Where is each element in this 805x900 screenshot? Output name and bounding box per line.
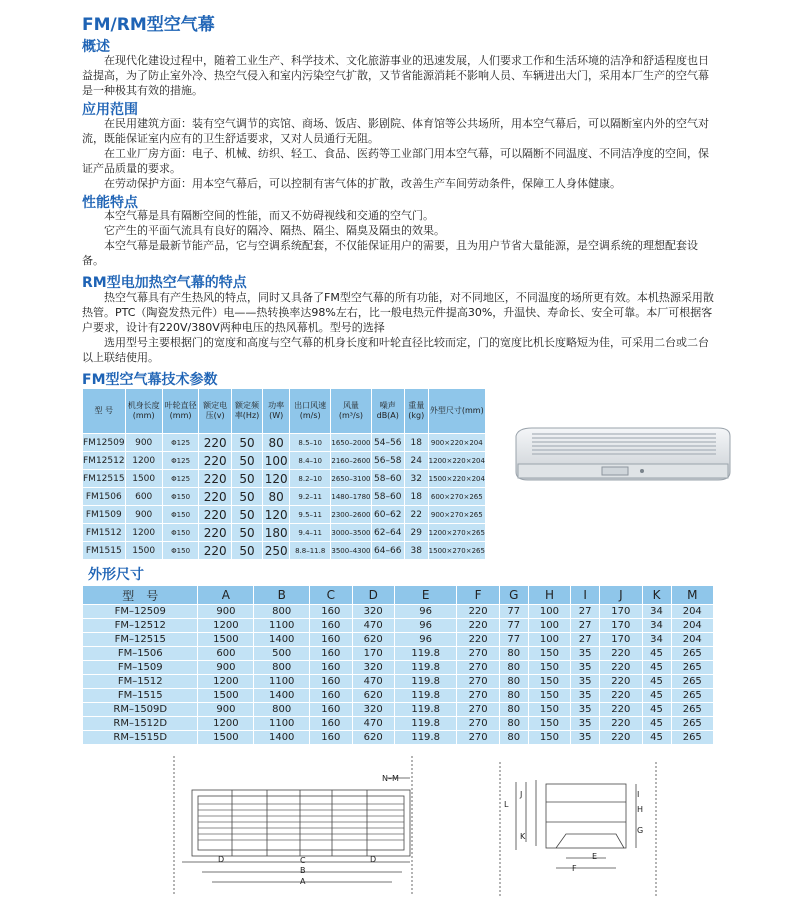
application-heading: 应用范围 [82, 102, 138, 118]
spec-table-cell: 250 [263, 542, 290, 560]
dims-table-cell: 96 [394, 633, 457, 647]
features-paragraph: 本空气幕是最新节能产品，它与空调系统配套，不仅能保证用户的需要，且为用户节省大量能源，是空调系统的理想配套设备。 [82, 239, 698, 267]
spec-table-cell: 50 [231, 452, 262, 470]
dims-table-cell: 220 [600, 703, 642, 717]
dims-table-cell: RM–1512D [83, 717, 198, 731]
dims-table-cell: 220 [600, 647, 642, 661]
dims-table-cell: 119.8 [394, 661, 457, 675]
dims-table-cell: 265 [671, 661, 714, 675]
spec-table-cell: Φ150 [162, 524, 199, 542]
spec-table-cell: 9.5–11 [290, 506, 331, 524]
dims-table-cell: 160 [310, 703, 352, 717]
table-row [83, 524, 486, 542]
table-row [83, 619, 714, 633]
dims-table-cell: 900 [198, 661, 254, 675]
dims-table-cell: 1100 [254, 717, 310, 731]
dims-table-cell: 160 [310, 731, 352, 745]
spec-table-cell: 8.4–10 [290, 452, 331, 470]
dims-table-header-cell: F [457, 586, 499, 605]
dims-table-cell: 270 [457, 689, 499, 703]
dims-table-cell: 620 [352, 731, 394, 745]
dims-table-cell: 119.8 [394, 703, 457, 717]
spec-table-header-cell: 型 号 [83, 389, 126, 434]
dims-table-header-cell: M [671, 586, 714, 605]
spec-table-cell: 2300–2600 [331, 506, 372, 524]
dims-table-header-cell: H [528, 586, 570, 605]
dims-table-cell: 600 [198, 647, 254, 661]
spec-table-cell: FM12515 [83, 470, 126, 488]
spec-table-cell: 80 [263, 488, 290, 506]
overview-heading: 概述 [82, 39, 110, 55]
spec-table-cell: 900×220×204 [428, 434, 485, 452]
dims-table-cell: 119.8 [394, 717, 457, 731]
dims-table-cell: 1200 [198, 717, 254, 731]
application-text [82, 116, 718, 191]
rm-text [82, 290, 718, 365]
dims-table-cell: 80 [499, 661, 528, 675]
air-curtain-product-image [512, 424, 734, 488]
label-d: D [218, 855, 225, 864]
dims-table-cell: 265 [671, 689, 714, 703]
dims-table-cell: 1400 [254, 633, 310, 647]
spec-table-cell: 600 [125, 488, 162, 506]
dims-table-cell: 170 [600, 619, 642, 633]
dims-table-cell: 1400 [254, 731, 310, 745]
spec-table-cell: 38 [404, 542, 428, 560]
spec-table-cell: 220 [199, 542, 232, 560]
spec-table-cell: Φ150 [162, 542, 199, 560]
label-c: C [300, 856, 306, 865]
dims-table-cell: 1200 [198, 675, 254, 689]
spec-table-header-cell: 额定频率(Hz) [231, 389, 262, 434]
dims-heading: 外形尺寸 [88, 567, 144, 583]
dims-table-cell: 77 [499, 633, 528, 647]
dims-table-cell: 160 [310, 661, 352, 675]
application-paragraph: 在劳动保护方面：用本空气幕后，可以控制有害气体的扩散，改善生产车间劳动条件，保障工人身体健康。 [104, 177, 621, 190]
dims-table-cell: 27 [571, 633, 600, 647]
label-d2: D [370, 855, 377, 864]
table-row [83, 703, 714, 717]
spec-table-cell: 32 [404, 470, 428, 488]
dims-table-cell: 35 [571, 661, 600, 675]
dims-table-cell: 35 [571, 717, 600, 731]
dims-table-cell: 320 [352, 605, 394, 619]
spec-table-cell: FM1506 [83, 488, 126, 506]
dims-table-cell: 119.8 [394, 675, 457, 689]
dims-table-cell: 80 [499, 717, 528, 731]
spec-table-cell: 1500×270×265 [428, 542, 485, 560]
table-row [83, 633, 714, 647]
rm-paragraph: 选用型号主要根据门的宽度和高度与空气幕的机身长度和叶轮直径比较而定，门的宽度比机长度略短为佳，可采用二台或二台以上联结使用。 [82, 336, 709, 364]
overview-text [82, 53, 718, 98]
spec-table-cell: 100 [263, 452, 290, 470]
dims-table-cell: 900 [198, 703, 254, 717]
label-e: E [592, 852, 598, 861]
dims-table-header-cell: D [352, 586, 394, 605]
spec-table-cell: 29 [404, 524, 428, 542]
spec-table-cell: 22 [404, 506, 428, 524]
features-heading: 性能特点 [82, 195, 138, 211]
dims-table-cell: 96 [394, 605, 457, 619]
spec-table-cell: 9.2–11 [290, 488, 331, 506]
dims-table-header-cell: E [394, 586, 457, 605]
dims-table-cell: 45 [642, 703, 671, 717]
dims-table-cell: 320 [352, 703, 394, 717]
spec-table-cell: 1650–2000 [331, 434, 372, 452]
spec-table-cell: 220 [199, 470, 232, 488]
label-l: L [504, 800, 509, 809]
dims-table-cell: 27 [571, 619, 600, 633]
dims-table-cell: 96 [394, 619, 457, 633]
dims-table-cell: 470 [352, 675, 394, 689]
label-j: J [520, 790, 523, 799]
dims-table-cell: 270 [457, 675, 499, 689]
dims-table-cell: 119.8 [394, 689, 457, 703]
spec-table-cell: 2160–2600 [331, 452, 372, 470]
spec-table-cell: 220 [199, 488, 232, 506]
spec-table-header-cell: 功率(W) [263, 389, 290, 434]
spec-table-cell: FM12509 [83, 434, 126, 452]
dims-table-cell: 45 [642, 717, 671, 731]
spec-table-cell: FM1509 [83, 506, 126, 524]
dims-table-cell: 204 [671, 633, 714, 647]
dims-table-cell: 119.8 [394, 647, 457, 661]
dims-table-cell: 160 [310, 689, 352, 703]
dims-table-cell: 270 [457, 703, 499, 717]
dims-table-cell: 170 [600, 605, 642, 619]
page-title: FM/RM型空气幕 [82, 15, 215, 35]
spec-table-cell: 50 [231, 488, 262, 506]
spec-table-cell: 1200×270×265 [428, 524, 485, 542]
dims-table-cell: 270 [457, 661, 499, 675]
spec-table-cell: Φ125 [162, 434, 199, 452]
dims-table-cell: FM–1512 [83, 675, 198, 689]
dims-table-cell: 265 [671, 731, 714, 745]
table-row [83, 647, 714, 661]
dims-table-cell: 45 [642, 661, 671, 675]
spec-table-cell: Φ150 [162, 506, 199, 524]
dims-table-cell: 160 [310, 605, 352, 619]
spec-table-cell: 50 [231, 506, 262, 524]
dims-table-cell: 45 [642, 689, 671, 703]
dims-table-cell: 77 [499, 619, 528, 633]
dims-table-header-cell: B [254, 586, 310, 605]
dims-table-cell: FM–12509 [83, 605, 198, 619]
dims-table-header-cell: A [198, 586, 254, 605]
spec-table-header-cell: 额定电压(v) [199, 389, 232, 434]
label-nm: N–M [382, 774, 399, 783]
label-h: H [637, 805, 644, 814]
dims-table-cell: 265 [671, 675, 714, 689]
dims-table-cell: 220 [457, 605, 499, 619]
dims-table-cell: 900 [198, 605, 254, 619]
spec-table-cell: 900×270×265 [428, 506, 485, 524]
table-row [83, 731, 714, 745]
dims-table-cell: 150 [528, 689, 570, 703]
spec-table-cell: 120 [263, 506, 290, 524]
dims-table-cell: RM–1509D [83, 703, 198, 717]
dims-table-cell: 1500 [198, 731, 254, 745]
spec-table-cell: 1200 [125, 452, 162, 470]
spec-table-cell: 600×270×265 [428, 488, 485, 506]
dims-table-cell: 170 [352, 647, 394, 661]
table-row [83, 717, 714, 731]
spec-table-cell: 220 [199, 434, 232, 452]
dims-table-cell: 35 [571, 703, 600, 717]
dims-table-cell: 220 [457, 633, 499, 647]
table-row [83, 542, 486, 560]
spec-table-cell: 1200 [125, 524, 162, 542]
dims-table-cell: 45 [642, 647, 671, 661]
spec-table-cell: 50 [231, 470, 262, 488]
dims-table-cell: 100 [528, 633, 570, 647]
dims-table-cell: 150 [528, 731, 570, 745]
spec-table-cell: 18 [404, 488, 428, 506]
dims-table-cell: 620 [352, 633, 394, 647]
dims-table-cell: 800 [254, 661, 310, 675]
dims-table-cell: 1100 [254, 675, 310, 689]
dims-table-cell: 204 [671, 619, 714, 633]
dims-table-cell: 80 [499, 689, 528, 703]
spec-table-cell: 1500 [125, 542, 162, 560]
dims-table-cell: 80 [499, 731, 528, 745]
dims-table-cell: 160 [310, 675, 352, 689]
spec-table-cell: Φ125 [162, 470, 199, 488]
spec-table-cell: FM1512 [83, 524, 126, 542]
dims-table-cell: 220 [600, 731, 642, 745]
spec-table-cell: 900 [125, 506, 162, 524]
spec-table-cell: 220 [199, 524, 232, 542]
dims-table-cell: 220 [600, 689, 642, 703]
dims-table-cell: 220 [457, 619, 499, 633]
dims-table-cell: 77 [499, 605, 528, 619]
table-row [83, 470, 486, 488]
dims-table-cell: 1500 [198, 689, 254, 703]
dims-table-cell: FM–1509 [83, 661, 198, 675]
dims-table-cell: 150 [528, 647, 570, 661]
spec-table-header-cell: 机身长度(mm) [125, 389, 162, 434]
dims-table-cell: 34 [642, 605, 671, 619]
spec-table-cell: 1480–1780 [331, 488, 372, 506]
spec-table-cell: 8.2–10 [290, 470, 331, 488]
table-row [83, 689, 714, 703]
spec-table-cell: 50 [231, 524, 262, 542]
spec-table-cell: 60–62 [371, 506, 404, 524]
dims-table-cell: 34 [642, 633, 671, 647]
dims-table-cell: 270 [457, 731, 499, 745]
dims-table-cell: 80 [499, 675, 528, 689]
spec-table-cell: 50 [231, 542, 262, 560]
dims-table-cell: 800 [254, 605, 310, 619]
table-row [83, 675, 714, 689]
dims-table-cell: FM–12512 [83, 619, 198, 633]
spec-table-cell: 900 [125, 434, 162, 452]
dims-table-cell: 220 [600, 661, 642, 675]
spec-table-cell: 24 [404, 452, 428, 470]
table-row [83, 506, 486, 524]
spec-table-header-cell: 叶轮直径(mm) [162, 389, 199, 434]
dims-table-cell: 35 [571, 689, 600, 703]
dims-table-cell: 45 [642, 675, 671, 689]
label-g: G [637, 826, 644, 835]
dims-table-cell: 160 [310, 717, 352, 731]
dims-table-cell: 80 [499, 703, 528, 717]
dims-table-cell: 160 [310, 619, 352, 633]
dims-table-cell: FM–12515 [83, 633, 198, 647]
dims-table-cell: 1500 [198, 633, 254, 647]
dims-table-cell: 150 [528, 703, 570, 717]
dims-table-cell: 34 [642, 619, 671, 633]
dims-table-cell: 150 [528, 661, 570, 675]
dims-table-header-cell: K [642, 586, 671, 605]
spec-table-cell: 180 [263, 524, 290, 542]
spec-table-cell: 64–66 [371, 542, 404, 560]
label-f: F [572, 864, 577, 873]
spec-table-cell: 62–64 [371, 524, 404, 542]
spec-table-cell: FM12512 [83, 452, 126, 470]
table-row [83, 661, 714, 675]
dims-table-cell: 470 [352, 619, 394, 633]
dims-table-cell: 1200 [198, 619, 254, 633]
spec-table-cell: 2650–3100 [331, 470, 372, 488]
spec-table-cell: 220 [199, 506, 232, 524]
spec-table-cell: 50 [231, 434, 262, 452]
spec-table-header-cell: 出口风速(m/s) [290, 389, 331, 434]
rm-paragraph: 热空气幕具有产生热风的特点，同时又具备了FM型空气幕的所有功能，对不同地区，不同温度的场所更有效。本机热源采用散热管。PTC（陶瓷发热元件）电——热转换率达98%左右，比一般电热元件提高30%，升温快、寿命长、安全可靠。本厂可根据客户要求，设计有220V/380V两种电压的热风幕机。型号的选择 [82, 291, 714, 334]
dims-table-cell: 170 [600, 633, 642, 647]
features-paragraph: 本空气幕是具有隔断空间的性能，而又不妨碍视线和交通的空气门。 [104, 209, 434, 222]
spec-table-cell: 1500×220×204 [428, 470, 485, 488]
dims-header-row [83, 586, 714, 605]
label-b: B [300, 866, 306, 875]
application-paragraph: 在工业厂房方面：电子、机械、纺织、轻工、食品、医药等工业部门用本空气幕，可以隔断不同温度、不同洁净度的空间，保证产品质量的要求。 [82, 147, 709, 175]
rm-heading: RM型电加热空气幕的特点 [82, 275, 247, 291]
spec-table-cell: 3500–4300 [331, 542, 372, 560]
spec-table-cell: 1500 [125, 470, 162, 488]
label-i: I [637, 790, 640, 799]
table-row [83, 452, 486, 470]
spec-table-cell: 58–60 [371, 488, 404, 506]
dims-table-cell: 320 [352, 661, 394, 675]
spec-table-cell: 18 [404, 434, 428, 452]
dims-table-cell: 27 [571, 605, 600, 619]
spec-table-cell: Φ150 [162, 488, 199, 506]
table-row [83, 488, 486, 506]
spec-table-cell: 8.5–10 [290, 434, 331, 452]
dims-table-cell: 100 [528, 605, 570, 619]
features-text [82, 208, 718, 268]
dims-table-cell: 265 [671, 717, 714, 731]
dims-table-cell: 270 [457, 647, 499, 661]
dims-table-cell: 150 [528, 675, 570, 689]
spec-table-cell: 1200×220×204 [428, 452, 485, 470]
spec-table-cell: Φ125 [162, 452, 199, 470]
label-k: K [520, 832, 526, 841]
dims-table-header-cell: 型 号 [83, 586, 198, 605]
dims-table-cell: 265 [671, 647, 714, 661]
spec-table-cell: FM1515 [83, 542, 126, 560]
dims-table-cell: FM–1506 [83, 647, 198, 661]
dims-table-cell: 35 [571, 731, 600, 745]
spec-heading: FM型空气幕技术参数 [82, 372, 218, 388]
dims-table-cell: 100 [528, 619, 570, 633]
spec-table-cell: 120 [263, 470, 290, 488]
dims-table-header-cell: C [310, 586, 352, 605]
application-paragraph: 在民用建筑方面：装有空气调节的宾馆、商场、饭店、影剧院、体育馆等公共场所，用本空气幕后，可以隔断室内外的空气对流，既能保证室内应有的卫生舒适要求，又对人员通行无阻。 [82, 117, 709, 145]
dims-table-cell: 119.8 [394, 731, 457, 745]
spec-table-cell: 80 [263, 434, 290, 452]
spec-table-cell: 56–58 [371, 452, 404, 470]
overview-paragraph: 在现代化建设过程中，随着工业生产、科学技术、文化旅游事业的迅速发展，人们要求工作和生活环境的洁净和舒适程度也日益提高，为了防止室外冷、热空气侵入和室内污染空气扩散，又节省能源消耗不影响人员、车辆进出大门，采用本厂生产的空气幕是一种极其有效的措施。 [82, 54, 709, 97]
dims-table-header-cell: G [499, 586, 528, 605]
spec-table-header-cell: 风量(m³/s) [331, 389, 372, 434]
table-row [83, 605, 714, 619]
spec-table-cell: 3000–3500 [331, 524, 372, 542]
dims-table-cell: 1400 [254, 689, 310, 703]
spec-table-cell: 9.4–11 [290, 524, 331, 542]
spec-table-cell: 58–60 [371, 470, 404, 488]
dims-table-cell: 265 [671, 703, 714, 717]
spec-header-row [83, 389, 486, 434]
table-row [83, 434, 486, 452]
spec-table-header-cell: 外型尺寸(mm) [428, 389, 485, 434]
dims-table-cell: 160 [310, 647, 352, 661]
dims-table-header-cell: I [571, 586, 600, 605]
dims-table-cell: 204 [671, 605, 714, 619]
dims-table-cell: RM–1515D [83, 731, 198, 745]
dims-table-cell: 500 [254, 647, 310, 661]
dims-table-cell: 220 [600, 717, 642, 731]
features-paragraph: 它产生的平面气流具有良好的隔冷、隔热、隔尘、隔臭及隔虫的效果。 [104, 224, 445, 237]
spec-table-cell: 54–56 [371, 434, 404, 452]
dims-table-cell: 35 [571, 647, 600, 661]
spec-table-cell: 8.8–11.8 [290, 542, 331, 560]
dims-table-header-cell: J [600, 586, 642, 605]
spec-table-header-cell: 重量(kg) [404, 389, 428, 434]
dims-table-cell: FM–1515 [83, 689, 198, 703]
label-a: A [300, 877, 306, 886]
spec-table [82, 388, 486, 560]
dims-table [82, 585, 714, 745]
dims-table-cell: 35 [571, 675, 600, 689]
spec-table-cell: 220 [199, 452, 232, 470]
dims-table-cell: 80 [499, 647, 528, 661]
spec-table-header-cell: 噪声dB(A) [371, 389, 404, 434]
dims-table-cell: 1100 [254, 619, 310, 633]
dims-table-cell: 800 [254, 703, 310, 717]
dims-table-cell: 150 [528, 717, 570, 731]
dims-table-cell: 620 [352, 689, 394, 703]
dims-table-cell: 220 [600, 675, 642, 689]
dims-table-cell: 470 [352, 717, 394, 731]
dims-table-cell: 45 [642, 731, 671, 745]
dims-table-cell: 270 [457, 717, 499, 731]
dims-table-cell: 160 [310, 633, 352, 647]
